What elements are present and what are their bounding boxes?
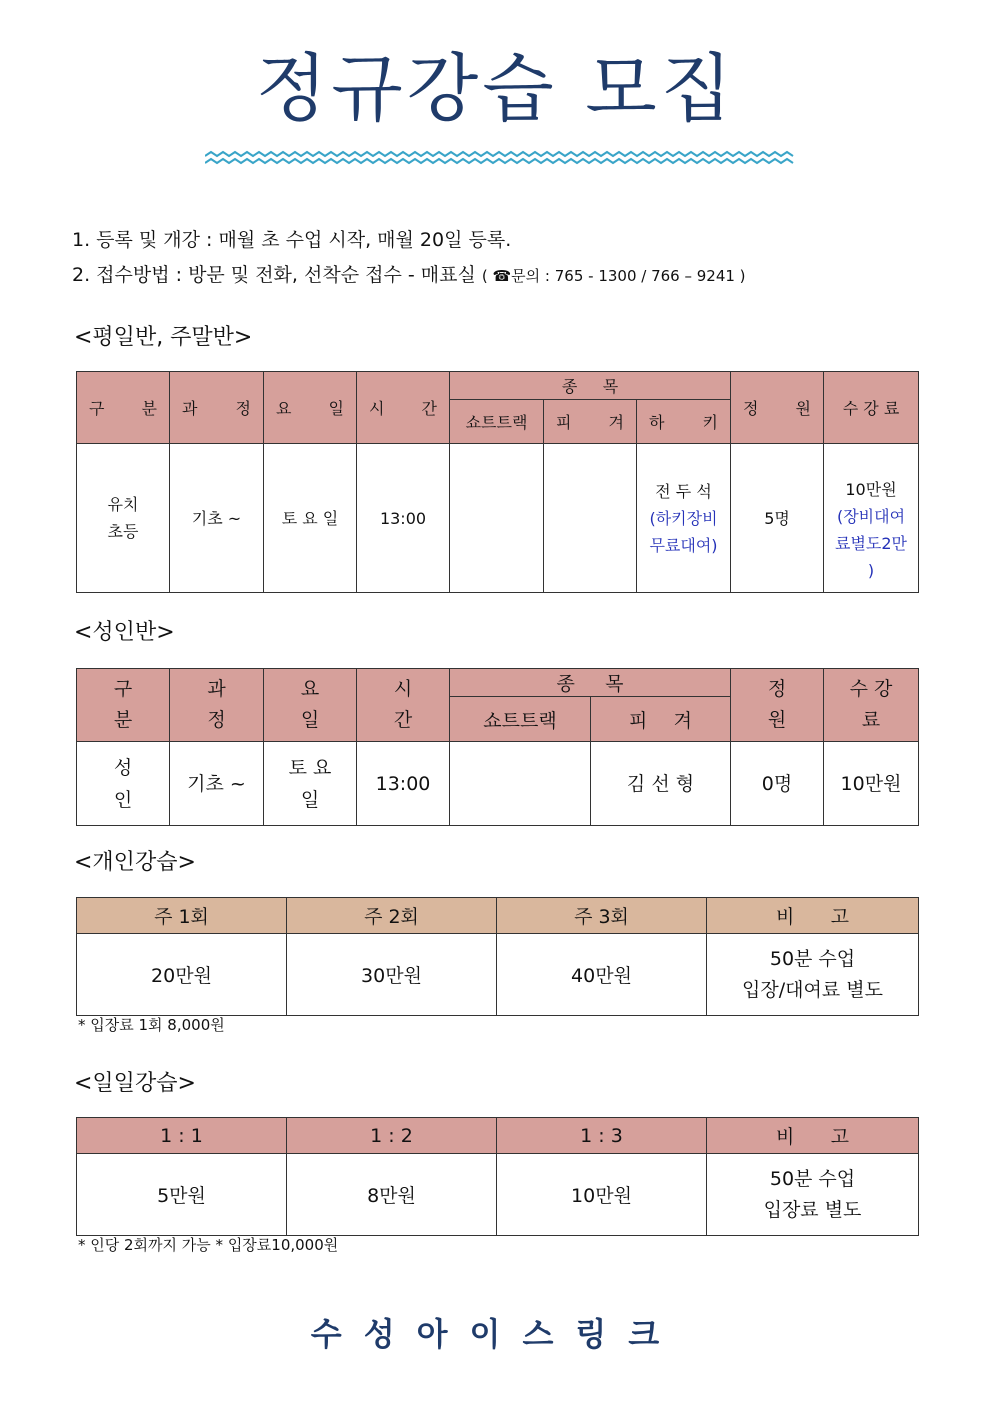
header-course: 과 정	[170, 372, 264, 444]
header-day: 요 일	[264, 372, 357, 444]
adult-header-day: 요 일	[264, 669, 357, 742]
adult-cell-category: 성 인	[77, 742, 170, 826]
cell-time: 13:00	[357, 444, 450, 593]
daily-price-2: 8만원	[287, 1154, 497, 1236]
adult-header-event: 종 목	[450, 669, 731, 697]
daily-header-2: 1 : 2	[287, 1118, 497, 1154]
adult-cell-short-track	[450, 742, 591, 826]
section-title-adult: <성인반>	[74, 620, 175, 645]
header-event: 종 목	[450, 372, 731, 400]
daily-table	[76, 1117, 919, 1236]
cell-hockey: 전 두 석 (하키장비 무료대여)	[637, 444, 731, 593]
private-price-3: 40만원	[497, 934, 707, 1016]
header-short-track: 쇼트트랙	[450, 400, 544, 444]
adult-header-category: 구 분	[77, 669, 170, 742]
private-price-1: 20만원	[77, 934, 287, 1016]
adult-cell-day: 토 요 일	[264, 742, 357, 826]
header-figure: 피 겨	[544, 400, 637, 444]
cell-capacity: 5명	[731, 444, 824, 593]
adult-cell-time: 13:00	[357, 742, 450, 826]
fee-rental-note: (장비대여	[836, 507, 906, 527]
hockey-equipment-note: (하키장비	[649, 508, 718, 528]
daily-header-1: 1 : 1	[77, 1118, 287, 1154]
weekday-table	[76, 371, 919, 593]
daily-header-note: 비 고	[707, 1118, 919, 1154]
daily-footnote: * 인당 2회까지 가능 * 입장료10,000원	[78, 1236, 339, 1254]
header-fee: 수 강 료	[824, 372, 919, 444]
private-header-2: 주 2회	[287, 898, 497, 934]
private-header-note: 비 고	[707, 898, 919, 934]
info-registration: 1. 등록 및 개강 : 매월 초 수업 시작, 매월 20일 등록.	[72, 229, 512, 251]
adult-header-capacity: 정 원	[731, 669, 824, 742]
adult-cell-course: 기초 ~	[170, 742, 264, 826]
section-title-daily: <일일강습>	[74, 1071, 196, 1096]
cell-day: 토 요 일	[264, 444, 357, 593]
header-hockey: 하 키	[637, 400, 731, 444]
private-price-2: 30만원	[287, 934, 497, 1016]
adult-table	[76, 668, 919, 826]
page-title: 정규강습 모집	[255, 46, 737, 132]
header-time: 시 간	[357, 372, 450, 444]
hockey-coach: 전 두 석	[655, 481, 712, 501]
daily-price-3: 10만원	[497, 1154, 707, 1236]
fee-amount: 10만원	[845, 480, 897, 500]
private-header-1: 주 1회	[77, 898, 287, 934]
section-title-weekday: <평일반, 주말반>	[74, 325, 253, 350]
adult-header-course: 과 정	[170, 669, 264, 742]
cell-category: 유치 초등	[77, 444, 170, 593]
adult-header-time: 시 간	[357, 669, 450, 742]
header-category: 구 분	[77, 372, 170, 444]
footer-rink-name: 수성아이스링크	[310, 1315, 682, 1353]
adult-cell-figure: 김 선 형	[591, 742, 731, 826]
daily-note: 50분 수업 입장료 별도	[707, 1154, 919, 1236]
adult-header-fee: 수 강 료	[824, 669, 919, 742]
private-note: 50분 수업 입장/대여료 별도	[707, 934, 919, 1016]
adult-cell-fee: 10만원	[824, 742, 919, 826]
header-capacity: 정 원	[731, 372, 824, 444]
adult-cell-capacity: 0명	[731, 742, 824, 826]
section-title-private: <개인강습>	[74, 850, 196, 875]
cell-figure	[544, 444, 637, 593]
info-application-text: 2. 접수방법 : 방문 및 전화, 선착순 접수 - 매표실	[72, 264, 476, 286]
cell-short-track	[450, 444, 544, 593]
wave-decoration	[205, 150, 795, 166]
info-application	[72, 266, 746, 285]
cell-course: 기초 ~	[170, 444, 264, 593]
info-contact: ( ☎문의 : 765 - 1300 / 766 – 9241 )	[481, 267, 746, 285]
private-footnote: * 입장료 1회 8,000원	[78, 1016, 225, 1034]
adult-header-short-track: 쇼트트랙	[450, 697, 591, 742]
private-header-3: 주 3회	[497, 898, 707, 934]
daily-header-3: 1 : 3	[497, 1118, 707, 1154]
private-table	[76, 897, 919, 1016]
daily-price-1: 5만원	[77, 1154, 287, 1236]
adult-header-figure: 피 겨	[591, 697, 731, 742]
cell-fee: 10만원 (장비대여 료별도2만 )	[824, 444, 919, 593]
